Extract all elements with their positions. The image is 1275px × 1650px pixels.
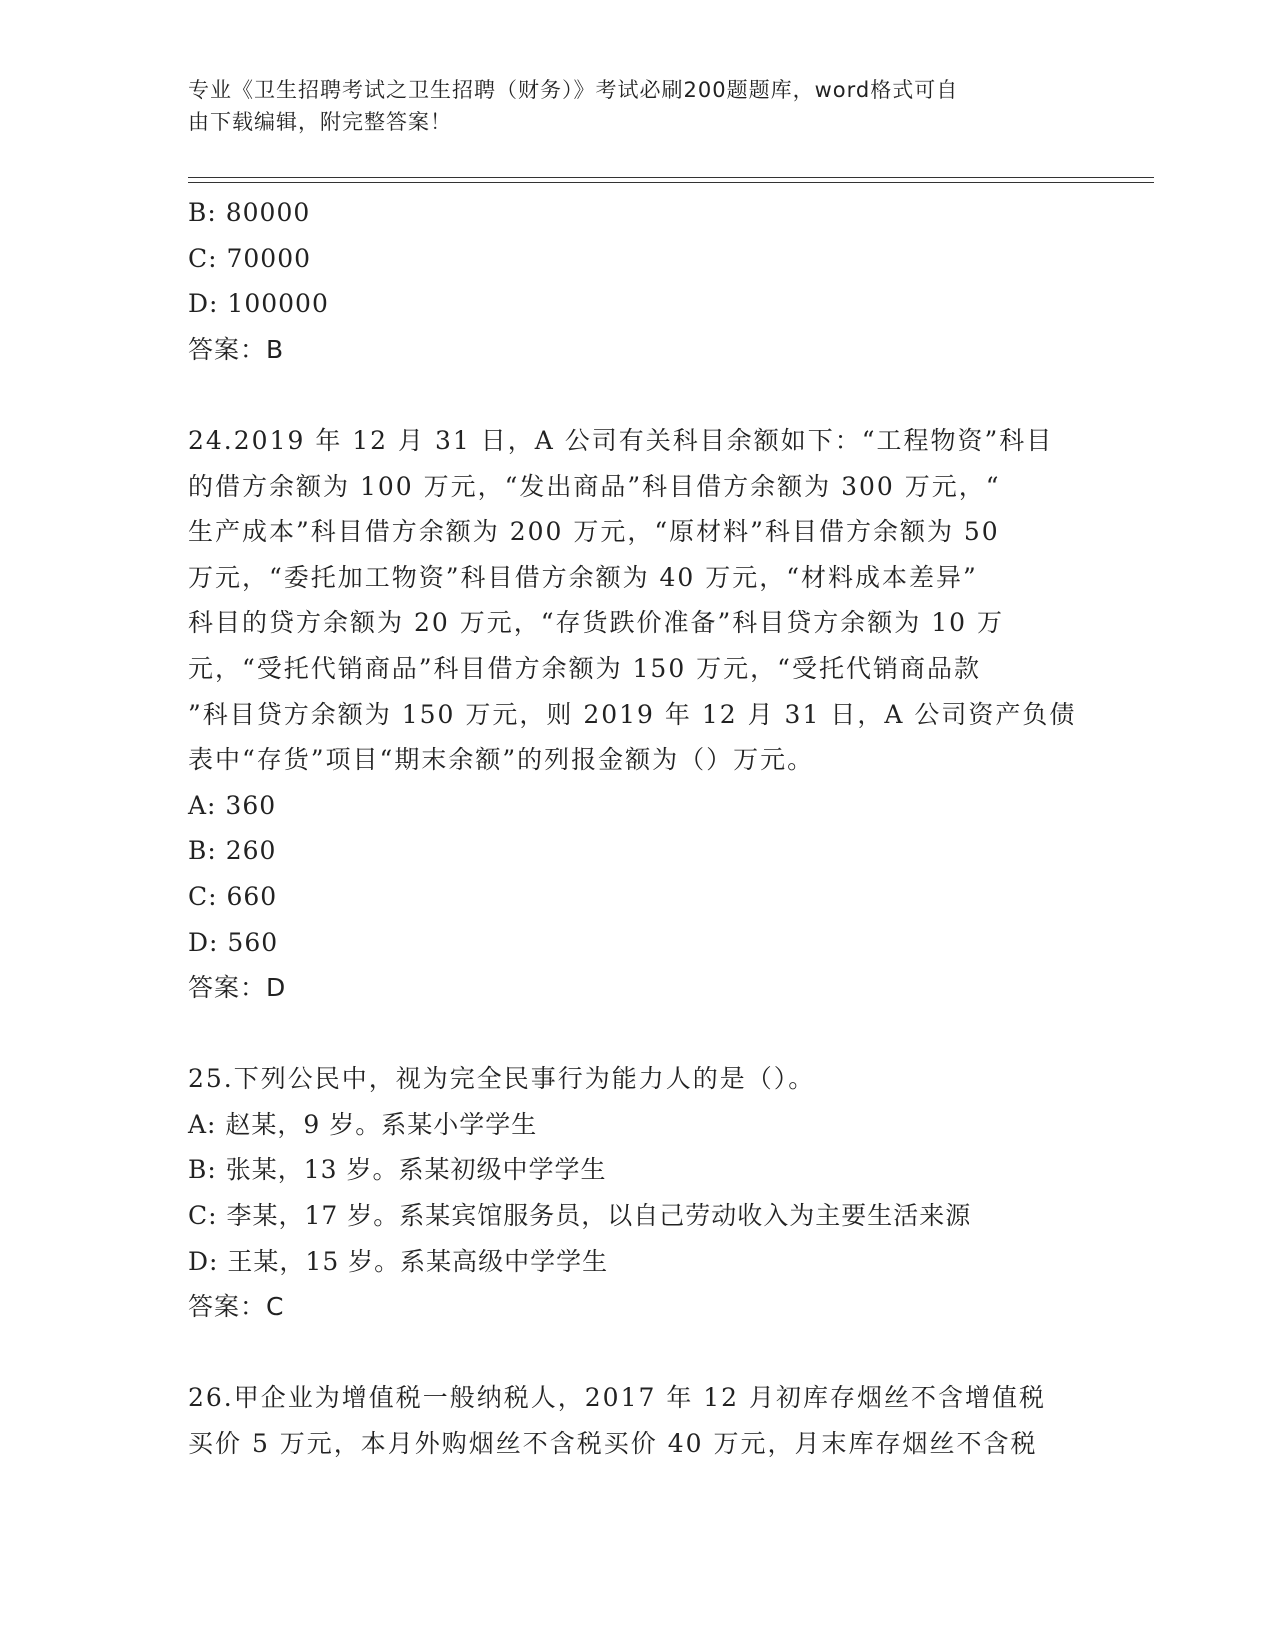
question-line: 25.下列公民中，视为完全民事行为能力人的是（）。 (188, 1064, 816, 1094)
question-line: 万元，“委托加工物资”科目借方余额为 40 万元，“材料成本差异” (188, 562, 978, 592)
question-line: 生产成本”科目借方余额为 200 万元，“原材料”科目借方余额为 50 (188, 517, 1000, 547)
option-b: B: 张某，13 岁。系某初级中学学生 (188, 1155, 607, 1185)
question-line: 26.甲企业为增值税一般纳税人，2017 年 12 月初库存烟丝不含增值税 (188, 1383, 1047, 1413)
spacer (188, 1011, 1088, 1057)
option-c: C: 李某，17 岁。系某宾馆服务员，以自己劳动收入为主要生活来源 (188, 1201, 972, 1231)
header-divider-bottom (188, 182, 1154, 183)
question-line: 24.2019 年 12 月 31 日，A 公司有关科目余额如下：“工程物资”科目 (188, 425, 1054, 455)
question-line: 科目的贷方余额为 20 万元，“存货跌价准备”科目贷方余额为 10 万 (188, 608, 1004, 638)
option-d: D: 王某，15 岁。系某高级中学学生 (188, 1246, 609, 1276)
answer-label: 答案：D (188, 973, 287, 1003)
option-d: D: 560 (188, 927, 279, 957)
question-24-options (188, 783, 1088, 1011)
header-line-2: 由下载编辑，附完整答案！ (188, 110, 452, 134)
question-line: 元，“受托代销商品”科目借方余额为 150 万元，“受托代销商品款 (188, 653, 981, 683)
header-line-1: 专业《卫生招聘考试之卫生招聘（财务）》考试必刷200题题库，word格式可自 (188, 78, 959, 102)
header-divider-top (188, 177, 1154, 178)
spacer (188, 372, 1088, 418)
answer-label: 答案：B (188, 334, 285, 364)
question-line: 买价 5 万元，本月外购烟丝不含税买价 40 万元，月末库存烟丝不含税 (188, 1429, 1038, 1459)
option-c: C: 70000 (188, 243, 312, 273)
spacer (188, 1330, 1088, 1376)
question-line: ”科目贷方余额为 150 万元，则 2019 年 12 月 31 日，A 公司资产负债 (188, 699, 1077, 729)
option-d: D: 100000 (188, 289, 329, 319)
option-c: C: 660 (188, 881, 278, 911)
option-b: B: 80000 (188, 198, 311, 227)
document-header (188, 74, 1068, 138)
question-24 (188, 418, 1088, 783)
document-body (188, 190, 1088, 1467)
option-a: A: 360 (188, 790, 277, 820)
prev-question-block (188, 190, 1088, 372)
question-line: 表中“存货”项目“期末余额”的列报金额为（）万元。 (188, 745, 815, 775)
question-25 (188, 1056, 1088, 1102)
question-26 (188, 1375, 1088, 1466)
question-25-options (188, 1102, 1088, 1330)
answer-label: 答案：C (188, 1292, 285, 1322)
option-b: B: 260 (188, 836, 277, 866)
option-a: A: 赵某，9 岁。系某小学学生 (188, 1109, 538, 1139)
question-line: 的借方余额为 100 万元，“发出商品”科目借方余额为 300 万元，“ (188, 471, 1001, 501)
